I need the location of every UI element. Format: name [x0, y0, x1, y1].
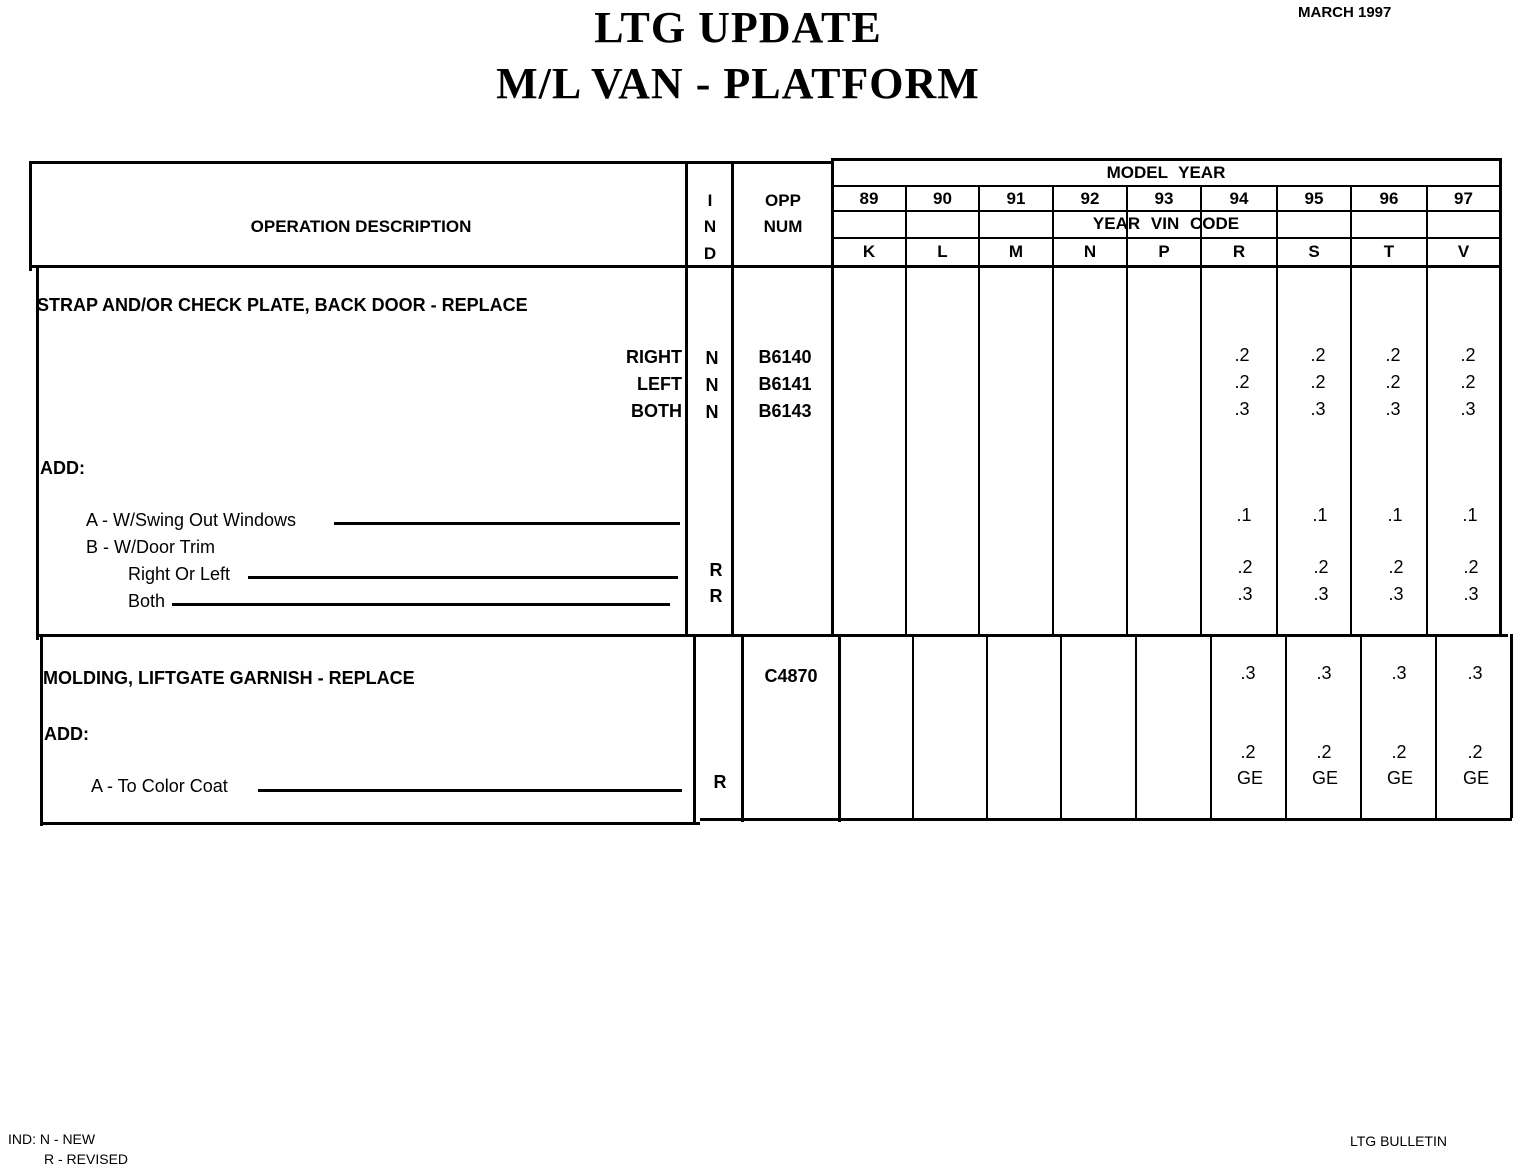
value-95: .2 — [1316, 742, 1332, 762]
value-96: .2 — [1385, 345, 1401, 365]
vin-code-v: V — [1457, 242, 1470, 261]
row-ind: R — [713, 772, 727, 792]
value-97: .3 — [1460, 399, 1476, 419]
note-96: GE — [1386, 768, 1413, 788]
value-95: .3 — [1313, 584, 1329, 604]
vin-code-l: L — [937, 242, 948, 261]
vin-code-m: M — [1008, 242, 1024, 261]
value-96: .3 — [1388, 584, 1404, 604]
value-97: .3 — [1467, 663, 1483, 683]
value-94: .3 — [1234, 399, 1250, 419]
vin-code-k: K — [862, 242, 876, 261]
row-label: RIGHT — [626, 347, 682, 367]
add-item-label: A - To Color Coat — [91, 776, 228, 796]
row-ind: N — [705, 402, 719, 422]
year-93: 93 — [1154, 189, 1174, 208]
add-item-label: B - W/Door Trim — [86, 537, 215, 557]
value-97: .3 — [1463, 584, 1479, 604]
year-90: 90 — [933, 189, 952, 208]
leader-line — [258, 789, 682, 792]
header-ind-n: N — [703, 217, 717, 236]
note-95: GE — [1311, 768, 1338, 788]
ind-legend — [8, 1130, 128, 1169]
value-94: .2 — [1234, 372, 1250, 392]
header-num: NUM — [763, 217, 803, 236]
row-label: BOTH — [631, 401, 682, 421]
value-97: .2 — [1460, 345, 1476, 365]
row-ind: N — [705, 348, 719, 368]
year-89: 89 — [859, 189, 879, 208]
value-96: .2 — [1388, 557, 1404, 577]
vin-code-n: N — [1083, 242, 1097, 261]
section2-title: MOLDING, LIFTGATE GARNISH - REPLACE — [43, 668, 415, 688]
value-96: .3 — [1385, 399, 1401, 419]
value-97: .2 — [1460, 372, 1476, 392]
value-95: .2 — [1310, 372, 1326, 392]
value-95: .2 — [1310, 345, 1326, 365]
leader-line — [172, 603, 670, 606]
value-94: .2 — [1240, 742, 1256, 762]
value-94: .3 — [1240, 663, 1256, 683]
vin-code-r: R — [1232, 242, 1246, 261]
row-opp: B6143 — [758, 401, 812, 421]
row-opp: C4870 — [764, 666, 818, 686]
value-94: .2 — [1237, 557, 1253, 577]
section1-add-label: ADD: — [40, 458, 85, 478]
header-operation-description: OPERATION DESCRIPTION — [250, 217, 472, 236]
row-label: LEFT — [637, 374, 682, 394]
ind-legend-new: IND: N - NEW — [8, 1131, 96, 1147]
year-95: 95 — [1304, 189, 1324, 208]
header-opp: OPP — [765, 191, 801, 210]
value-95: .1 — [1312, 505, 1328, 525]
vin-code-s: S — [1308, 242, 1320, 261]
bulletin-label: LTG BULLETIN — [1350, 1133, 1447, 1149]
note-94: GE — [1236, 768, 1263, 788]
value-97: .1 — [1462, 505, 1478, 525]
year-96: 96 — [1379, 189, 1399, 208]
page-subtitle: M/L VAN - PLATFORM — [496, 59, 980, 108]
value-97: .2 — [1467, 742, 1483, 762]
page-title: LTG UPDATE — [594, 3, 882, 52]
row-opp: B6141 — [758, 374, 812, 394]
row-ind: R — [709, 586, 723, 606]
ind-legend-revised: R - REVISED — [44, 1150, 129, 1167]
row-ind: R — [709, 560, 723, 580]
leader-line — [248, 576, 678, 579]
value-94: .3 — [1237, 584, 1253, 604]
value-96: .3 — [1391, 663, 1407, 683]
section2-add-label: ADD: — [44, 724, 89, 744]
header-year-vin-code: YEAR VIN CODE — [1092, 214, 1240, 233]
value-94: .1 — [1236, 505, 1252, 525]
value-96: .1 — [1387, 505, 1403, 525]
header-ind-i: I — [707, 191, 713, 210]
add-item-label: A - W/Swing Out Windows — [86, 510, 297, 530]
value-96: .2 — [1391, 742, 1407, 762]
value-95: .3 — [1310, 399, 1326, 419]
year-92: 92 — [1080, 189, 1100, 208]
year-91: 91 — [1006, 189, 1026, 208]
header-model-year: MODEL YEAR — [1106, 163, 1226, 182]
value-94: .2 — [1234, 345, 1250, 365]
section1-title: STRAP AND/OR CHECK PLATE, BACK DOOR - REPLACE — [37, 295, 528, 315]
leader-line — [334, 522, 680, 525]
row-ind: N — [705, 375, 719, 395]
add-subitem-label: Right Or Left — [128, 564, 231, 584]
add-subitem-label: Both — [128, 591, 166, 611]
document-date: MARCH 1997 — [1298, 4, 1392, 21]
note-97: GE — [1462, 768, 1489, 788]
row-opp: B6140 — [758, 347, 812, 367]
value-95: .3 — [1316, 663, 1332, 683]
header-ind-d: D — [703, 244, 717, 263]
value-97: .2 — [1463, 557, 1479, 577]
value-96: .2 — [1385, 372, 1401, 392]
value-95: .2 — [1313, 557, 1329, 577]
year-97: 97 — [1454, 189, 1473, 208]
vin-code-t: T — [1383, 242, 1395, 261]
vin-code-p: P — [1158, 242, 1170, 261]
year-94: 94 — [1229, 189, 1249, 208]
